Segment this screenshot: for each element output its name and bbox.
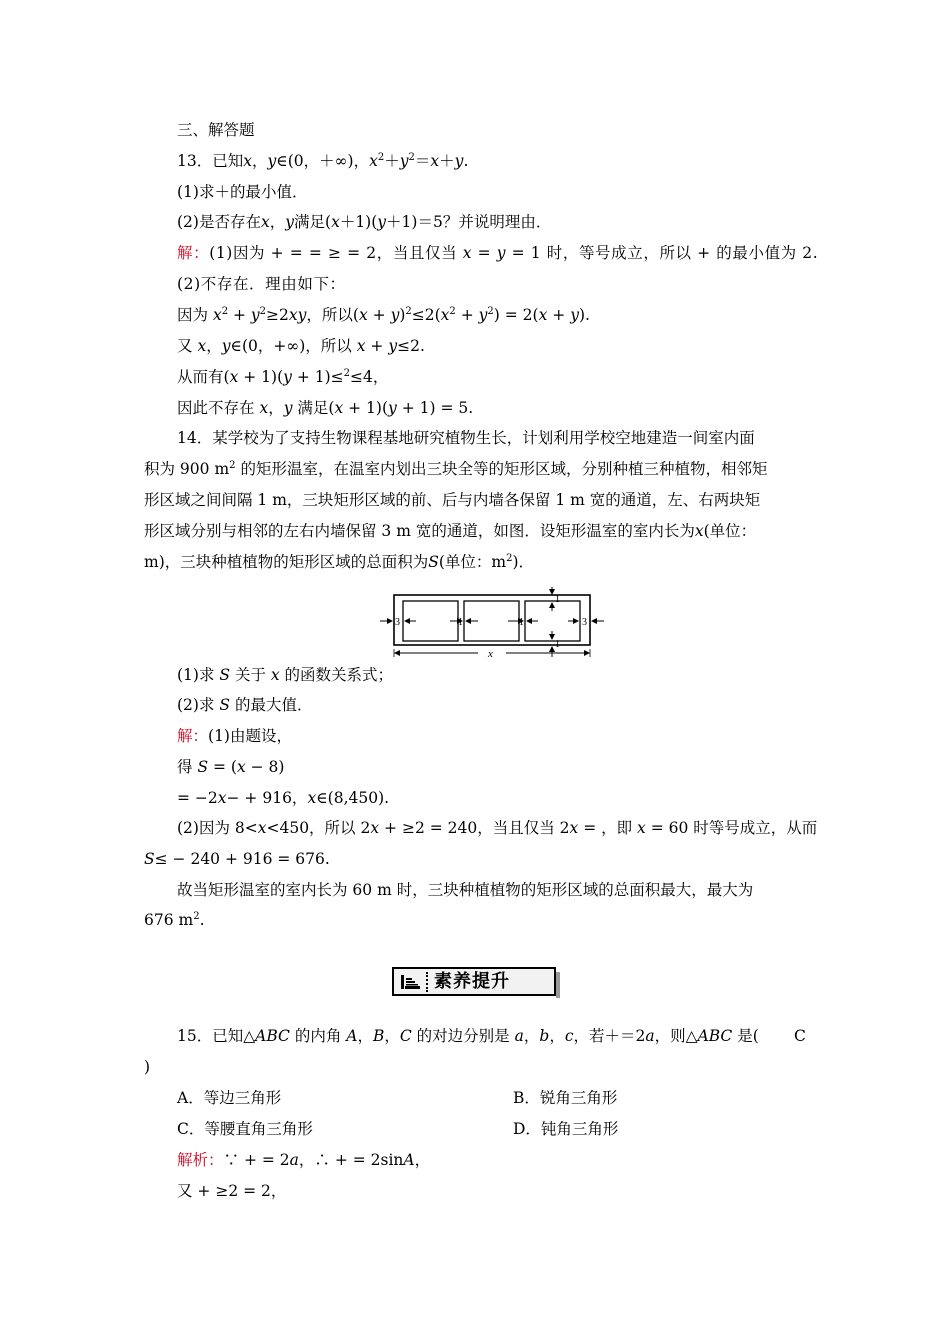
banner-separator	[426, 972, 428, 992]
banner-title: 素养提升	[434, 971, 510, 992]
solution-label: 解：	[177, 244, 210, 262]
q14-solution-line-6: 故当矩形温室的室内长为 60 m 时，三块种植植物的矩形区域的总面积最大，最大为	[177, 881, 754, 899]
q15-option-c: C．等腰直角三角形	[177, 1120, 313, 1138]
q15-option-b: B．锐角三角形	[513, 1089, 618, 1107]
q14-solution-line-4: (2)因为 8<x<450，所以 2x + ≥2 = 240，当且仅当 2x = ，即 x = 60 时等号成立，从而	[177, 819, 818, 837]
q15-close-paren: )	[144, 1058, 151, 1076]
label-mid-gap-1: 1	[458, 617, 463, 628]
q15-answer: C	[794, 1027, 806, 1045]
q15-option-a: A．等边三角形	[177, 1089, 282, 1107]
q14-stem-line-5: m)，三块种植植物的矩形区域的总面积为S(单位：$m^2$)．	[144, 553, 535, 571]
label-left-gap: 3	[395, 617, 400, 628]
q13-solution-line-2: (2)不存在．理由如下：	[177, 275, 346, 293]
q15-stem: 15．已知△ABC 的内角 A，B，C 的对边分别是 a，b，c，若＋＝2a，则△ABC 是(	[177, 1027, 759, 1045]
q14-stem-line-3: 形区域之间间隔 1 m，三块矩形区域的前、后与内墙各保留 1 m 宽的通道，左、右两块矩	[144, 491, 761, 509]
q14-part2: (2)求 S 的最大值．	[177, 696, 313, 714]
q13-part1: (1)求＋的最小值．	[177, 183, 308, 201]
q14-stem-line-1: 14．某学校为了支持生物课程基地研究植物生长，计划利用学校空地建造一间室内面	[177, 429, 755, 447]
q13-part2: (2)是否存在x，y满足(x＋1)(y＋1)＝5？并说明理由．	[177, 213, 552, 231]
section-heading: 三、解答题	[177, 121, 255, 139]
label-right-gap: 3	[582, 617, 587, 628]
q13-solution-line-4: 又 x，y∈(0，+∞)，所以 x + y≤2.	[177, 337, 425, 355]
greenhouse-diagram	[378, 587, 606, 659]
q14-solution-line-5: S≤ − 240 + 916 = 676.	[144, 850, 330, 868]
q15-solution-line-2: 又 + ≥2 = 2，	[177, 1182, 287, 1200]
q13-stem: 13．已知x，y∈(0，＋∞)，$x^2+y^2=x+y$.	[177, 152, 469, 170]
q13-solution-line-3: 因为 $x^2 + y^2\ge 2xy$，所以$(x + y)^2\le 2(x^2 + y^2) = 2(x + y)$.	[177, 306, 590, 324]
greenhouse-outer-wall	[394, 595, 590, 645]
q13-solution-line-5: 从而有(x + 1)(y + 1)≤$^2$≤4，	[177, 368, 389, 386]
q14-solution-line-1: 解：(1)由题设，	[177, 727, 292, 745]
label-mid-gap-2: 1	[519, 617, 524, 628]
label-length-x: x	[488, 648, 493, 659]
q14-solution-line-2: 得 S = (x − 8)	[177, 758, 285, 776]
banner-shadow	[556, 972, 560, 998]
bar-chart-icon	[400, 973, 422, 991]
q14-stem-line-4: 形区域分别与相邻的左右内墙保留 3 m 宽的通道，如图．设矩形温室的室内长为x(单位：	[144, 522, 757, 540]
q14-stem-line-2: 积为 900 $m^2$ 的矩形温室，在温室内划出三块全等的矩形区域，分别种植三种植物，相邻矩	[144, 460, 768, 478]
q14-solution-line-3: = −2x− + 916，x∈(8,450).	[177, 789, 390, 807]
section-banner	[392, 967, 556, 996]
q15-option-d: D．钝角三角形	[513, 1120, 619, 1138]
q14-solution-line-7: 676 $m^2$.	[144, 911, 205, 929]
q15-solution-line-1: 解析：∵ + = 2a，∴ + = 2sinA，	[177, 1151, 431, 1169]
label-bottom-gap: 1	[555, 639, 560, 650]
q14-part1: (1)求 S 关于 x 的函数关系式；	[177, 666, 394, 684]
label-top-gap: 1	[555, 594, 560, 605]
solution-label: 解析：	[177, 1151, 224, 1169]
q13-solution-line-1: 解：(1)因为 + = = ≥ = 2，当且仅当 x = y = 1 时，等号成立，所以 + 的最小值为 2.	[177, 244, 819, 262]
q13-solution-line-6: 因此不存在 x，y 满足(x + 1)(y + 1) = 5.	[177, 399, 474, 417]
solution-label: 解：	[177, 727, 209, 745]
